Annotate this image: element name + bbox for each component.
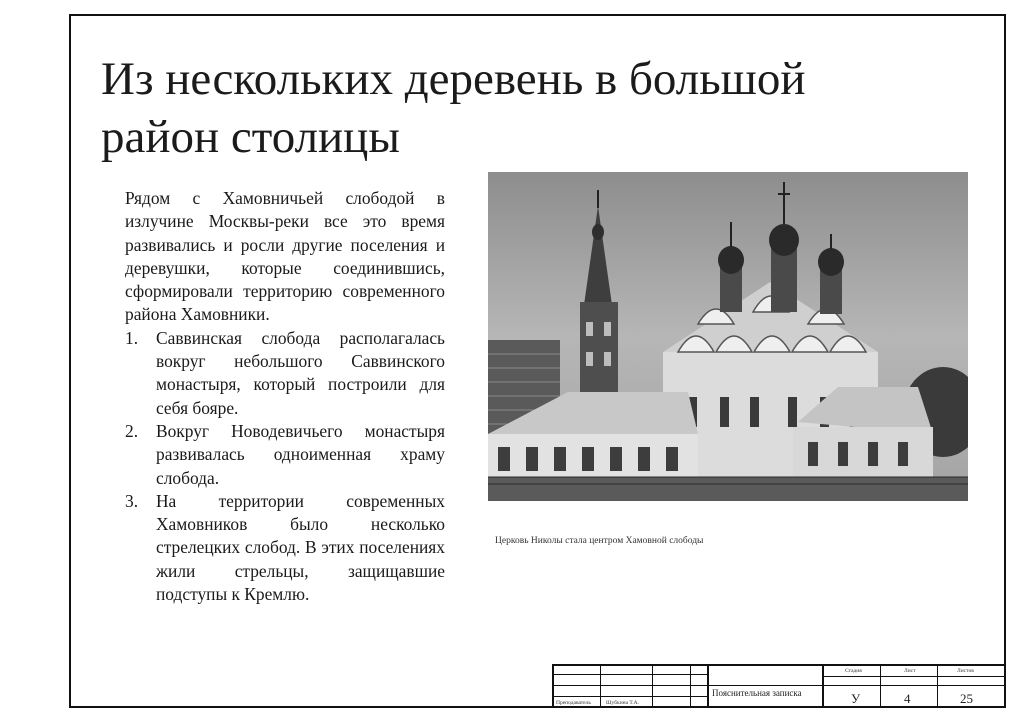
list-item <box>125 490 445 606</box>
stamp-border-left <box>552 664 554 708</box>
list-item-text: На территории современных Хамовников было несколько стрелецких слобод. В этих поселениях жили стрельцы, защищавшие подступы к Кремлю. <box>156 490 445 605</box>
stamp-person: Шубкина Т.А. <box>606 700 639 706</box>
church-photo <box>488 172 968 501</box>
slide-title-line-1: Из нескольких деревень в большой <box>101 53 806 105</box>
stamp-document-name: Пояснительная записка <box>712 688 802 698</box>
photo-caption: Церковь Николы стала центром Хамовной слободы <box>495 536 704 546</box>
intro-paragraph: Рядом с Хамовничьей слободой в излучине Москвы-реки все это время развивались и росли другие поселения и деревушки, которые соединившись, сформировали территорию современного района Хамовники. <box>125 188 445 325</box>
stamp-grid-line <box>690 664 691 708</box>
list-item <box>125 327 445 420</box>
stamp-grid-line <box>937 664 938 708</box>
stamp-sheets-value: 25 <box>960 691 973 706</box>
list-item-text: Вокруг Новодевичьего монастыря развивалась одноименная храму слобода. <box>156 420 445 488</box>
body-text <box>125 187 445 606</box>
stamp-grid-line <box>652 664 653 708</box>
list-item-number: 2. <box>125 420 139 441</box>
list-item <box>125 420 445 490</box>
stamp-grid-line <box>880 664 881 708</box>
slide-title <box>101 50 921 166</box>
stamp-grid-line <box>822 664 824 708</box>
stamp-grid-line <box>600 664 601 708</box>
stamp-header-sheets: Листов <box>957 668 974 674</box>
church-illustration <box>488 172 968 501</box>
stamp-header-stage: Стадия <box>845 668 862 674</box>
stamp-role: Преподаватель <box>556 700 591 706</box>
stamp-grid-line <box>552 696 707 697</box>
slide-title-line-2: район столицы <box>101 111 400 163</box>
title-block-stamp <box>552 664 1006 708</box>
list-item-number: 3. <box>125 490 139 511</box>
list-item-number: 1. <box>125 327 139 348</box>
stamp-stage-value: У <box>851 691 861 706</box>
stamp-grid-line <box>822 676 1006 677</box>
settlements-list <box>125 327 445 607</box>
stamp-sheet-value: 4 <box>904 691 911 706</box>
stamp-grid-line <box>707 664 709 708</box>
stamp-header-sheet: Лист <box>904 668 916 674</box>
list-item-text: Саввинская слобода располагалась вокруг небольшого Саввинского монастыря, который построили для себя бояре. <box>156 327 445 418</box>
stamp-grid-line <box>552 674 707 675</box>
